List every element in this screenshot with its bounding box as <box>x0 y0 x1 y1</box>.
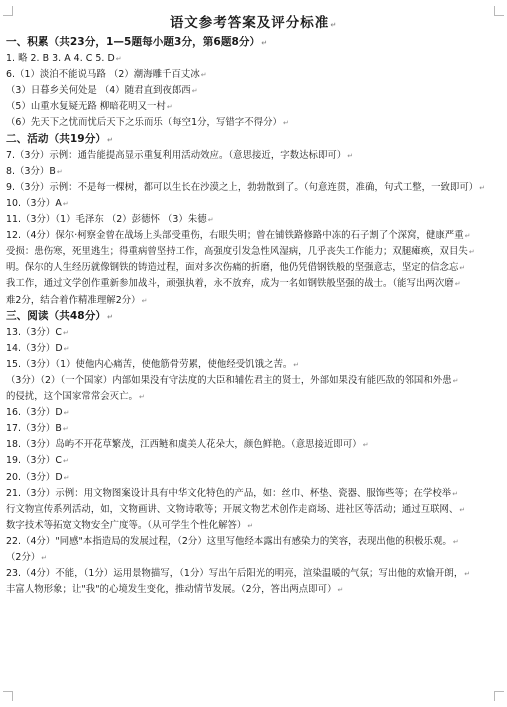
line-text: 13.（3分）C <box>6 326 62 338</box>
paragraph-mark-icon: ↵ <box>62 425 69 434</box>
paragraph-mark-icon: ↵ <box>452 537 459 546</box>
line-text: 11.（3分）（1）毛泽东 （2）彭德怀 （3）朱德 <box>6 214 207 226</box>
paragraph-mark-icon: ↵ <box>479 183 486 192</box>
line-text: 21.（3分）示例：用文物图案设计具有中华文化特色的产品，如：丝巾、杯垫、瓷器、服饰些等；在学校举 <box>6 487 452 499</box>
line-text: 16.（3分）D <box>6 407 63 419</box>
paragraph-mark-icon: ↵ <box>282 119 289 128</box>
paragraph-mark-icon: ↵ <box>452 376 459 385</box>
paragraph-mark-icon: ↵ <box>464 570 471 579</box>
document-title: 语文参考答案及评分标准↵ <box>169 15 338 31</box>
answer-line <box>6 551 501 567</box>
answer-line <box>6 213 501 229</box>
answer-line <box>6 535 501 551</box>
line-text: 12.（4分）保尔·柯察金曾在战场上头部受重伤，右眼失明；曾在铺铁路修路中冻的石子割了个深窝，健康严重 <box>6 230 464 242</box>
paragraph-mark-icon: ↵ <box>459 505 466 514</box>
line-text: 8.（3分）B <box>6 165 56 177</box>
paragraph-mark-icon: ↵ <box>63 344 70 353</box>
paragraph-mark-icon: ↵ <box>293 360 300 369</box>
paragraph-mark-icon: ↵ <box>459 264 466 273</box>
paragraph-mark-icon: ↵ <box>207 216 214 225</box>
paragraph-mark-icon: ↵ <box>63 409 70 418</box>
answer-line <box>6 406 501 422</box>
paragraph-mark-icon: ↵ <box>468 248 475 257</box>
line-text: 一、积累（共23分，1—5题每小题3分，第6题8分） <box>6 36 261 48</box>
answer-line <box>6 229 501 245</box>
line-text: 受损：患伤寒，死里逃生；得重病曾坚持工作，高强度引发急性风湿病，几乎丧失工作能力；双腿瘫痪，双目失 <box>6 246 468 258</box>
line-text: 1. 略 2. B 3. A 4. C 5. D <box>6 53 115 65</box>
answer-line <box>6 149 501 165</box>
paragraph-mark-icon: ↵ <box>454 280 461 289</box>
line-text: 二、活动（共19分） <box>6 132 106 145</box>
answer-line <box>6 454 501 470</box>
paragraph-mark-icon: ↵ <box>464 232 471 241</box>
paragraph-mark-icon: ↵ <box>200 71 207 80</box>
answer-line <box>6 116 501 132</box>
line-text: （2分） <box>6 552 41 563</box>
line-text: （3分）（2）（一个国家）内部如果没有守法度的大臣和辅佐君主的贤士，外部如果没有能匹敌的邻国和外患 <box>6 374 452 386</box>
answer-line <box>6 519 501 535</box>
answer-line <box>6 422 501 438</box>
line-text: （6）先天下之忧而忧后天下之乐而乐（每空1分，写错字不得分） <box>6 117 282 129</box>
answer-line <box>6 358 501 374</box>
line-text: 我工作，通过文学创作重新参加战斗，顽强执着，永不放弃，成为一名如钢铁般坚强的战士。（能写出两次磨 <box>6 278 454 290</box>
paragraph-mark-icon: ↵ <box>115 55 122 64</box>
answer-line <box>6 326 501 342</box>
answer-line <box>6 261 501 277</box>
line-text: 22.（4分）"同感"本指造局的发展过程，（2分）这里写他经本露出有感染力的笑容，表现出他的积极乐观。 <box>6 535 452 547</box>
answer-line <box>6 438 501 454</box>
paragraph-mark-icon: ↵ <box>56 167 63 176</box>
line-text: 14.（3分）D <box>6 342 63 354</box>
answer-line <box>6 181 501 197</box>
answer-line <box>6 583 501 599</box>
line-text: 行文物宣传系列活动，如，文物画讲、文物诗歌等；开展文物艺术创作走商场、进社区等活动；通过互联网、 <box>6 503 459 515</box>
line-text: 18.（3分）岛屿不开花草繁茂，江西鲢和虞美人花朵大，颜色鲜艳。（意思接近即可） <box>6 439 362 451</box>
line-text: 6.（1）淡泊不能说马路 （2）潮海雕千百丈冰 <box>6 69 200 81</box>
line-text: 三、阅读（共48分） <box>6 309 106 322</box>
paragraph-mark-icon: ↵ <box>62 328 69 337</box>
line-text: 丰富人物形象；让"我"的心境发生变化，推动情节发展。（2分，答出两点即可） <box>6 584 337 596</box>
answer-line <box>6 390 501 406</box>
line-text: （3）日暮乡关何处是 （4）随君直到夜郎西 <box>6 85 191 97</box>
line-text: 20.（3分）D <box>6 471 63 483</box>
page-corner-mark <box>3 691 13 701</box>
answer-line <box>6 487 501 503</box>
answer-line <box>6 374 501 390</box>
paragraph-mark-icon: ↵ <box>141 296 148 305</box>
paragraph-mark-icon: ↵ <box>107 312 113 321</box>
line-text: 10.（3分）A <box>6 197 62 209</box>
answer-line <box>6 68 501 84</box>
answer-line <box>6 471 501 487</box>
line-text: 9.（3分）示例：不是每一棵树，都可以生长在沙漠之上，勃勃散到了。（句意连贯，准确，句式工整，一致即可） <box>6 181 479 193</box>
line-text: （5）山重水复疑无路 柳暗花明又一村 <box>6 101 166 113</box>
paragraph-mark-icon: ↵ <box>347 151 354 160</box>
answer-line <box>6 52 501 68</box>
answer-line <box>6 100 501 116</box>
section-heading <box>6 310 501 326</box>
line-text: 数字技术等拓宽文物安全广度等。（从可学生个性化解答） <box>6 519 247 531</box>
line-text: 难2分，结合着作精准理解2分） <box>6 294 141 306</box>
section-heading <box>6 36 501 52</box>
line-text: 17.（3分）B <box>6 423 62 435</box>
paragraph-mark-icon: ↵ <box>261 39 268 47</box>
line-text: 明。保尔的人生经历就像钢铁的铸造过程，面对多次伤痛的折磨，他仍凭借钢铁般的坚强意志，坚定的信念忘 <box>6 262 459 274</box>
section-heading <box>6 133 501 149</box>
paragraph-mark-icon: ↵ <box>107 135 113 144</box>
answer-line <box>6 567 501 583</box>
answer-line <box>6 197 501 213</box>
paragraph-mark-icon: ↵ <box>337 586 344 595</box>
line-text: 7.（3分）示例：通告能提高显示重复利用活动效应。（意思接近，字数达标即可） <box>6 149 347 161</box>
paragraph-mark-icon: ↵ <box>62 199 69 208</box>
paragraph-mark-icon: ↵ <box>166 103 173 112</box>
paragraph-mark-icon: ↵ <box>191 87 198 96</box>
paragraph-mark-icon: ↵ <box>452 489 459 498</box>
answer-line <box>6 294 501 310</box>
line-text: 23.（4分）不能，（1分）运用景物描写，（1分）写出午后阳光的明亮，渲染温暖的气氛；写出他的欢愉开朗， <box>6 568 464 580</box>
answer-line <box>6 165 501 181</box>
line-text: 15.（3分）（1）使他内心痛苦，使他筋骨劳累，使他经受饥饿之苦。 <box>6 358 293 370</box>
paragraph-mark-icon: ↵ <box>138 393 145 402</box>
paragraph-mark-icon: ↵ <box>63 473 70 482</box>
paragraph-mark-icon: ↵ <box>41 554 48 562</box>
answer-line <box>6 342 501 358</box>
answer-line <box>6 84 501 100</box>
line-text: 的侵扰，这个国家常常会灭亡。 <box>6 391 138 403</box>
answer-line <box>6 245 501 261</box>
paragraph-mark-icon: ↵ <box>247 521 254 530</box>
answer-key-body <box>6 36 501 599</box>
answer-line <box>6 503 501 519</box>
paragraph-mark-icon: ↵ <box>62 457 69 466</box>
paragraph-mark-icon: ↵ <box>362 441 369 450</box>
line-text: 19.（3分）C <box>6 455 62 467</box>
answer-line <box>6 277 501 293</box>
page-corner-mark <box>494 691 504 701</box>
